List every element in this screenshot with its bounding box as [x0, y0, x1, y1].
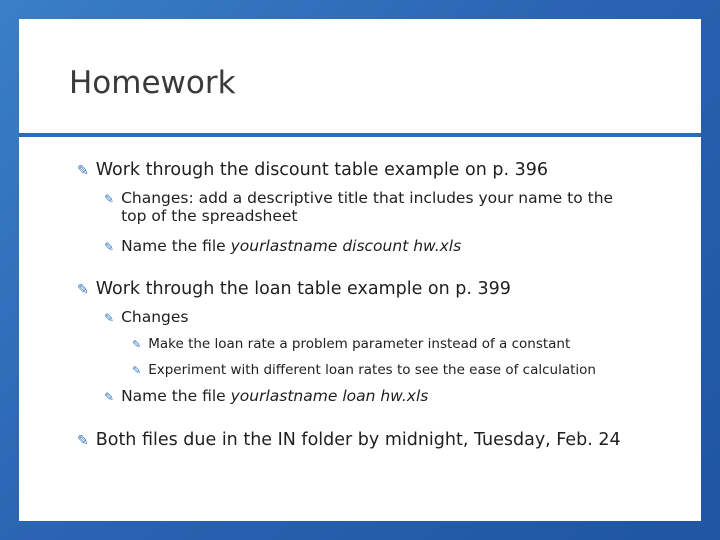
sub-sub-bullet-text: Experiment with different loan rates to see the ease of calculation — [148, 362, 596, 378]
sub-bullet-text-line2: top of the spreadsheet — [121, 207, 298, 225]
pencil-bullet-icon: ✎ — [104, 311, 115, 325]
bullet-text: Work through the loan table example on p. 399 — [95, 279, 511, 299]
sub-sub-bullet-text: Make the loan rate a problem parameter instead of a constant — [148, 336, 571, 352]
slide-title: Homework — [69, 65, 236, 101]
bullet-discount-table — [77, 160, 548, 180]
sub-sub-bullet-experiment — [132, 362, 596, 378]
filename-discount: yourlastname discount hw.xls — [230, 237, 462, 255]
sub-bullet-changes-title — [104, 189, 613, 225]
pencil-bullet-icon: ✎ — [77, 282, 89, 298]
bullet-due-date — [77, 430, 621, 450]
sub-sub-bullet-parameter — [132, 336, 570, 352]
pencil-bullet-icon: ✎ — [77, 433, 89, 449]
pencil-bullet-icon: ✎ — [132, 364, 142, 377]
sub-bullet-text-line1: Changes: add a descriptive title that includes your name to the — [121, 189, 614, 207]
pencil-bullet-icon: ✎ — [104, 390, 115, 404]
pencil-bullet-icon: ✎ — [132, 338, 142, 351]
slide-content — [19, 19, 701, 521]
sub-bullet-name-discount — [104, 237, 461, 255]
bullet-text: Work through the discount table example on p. 396 — [95, 160, 549, 180]
filename-loan: yourlastname loan hw.xls — [230, 387, 429, 405]
sub-bullet-name-loan — [104, 387, 428, 405]
pencil-bullet-icon: ✎ — [104, 192, 115, 206]
sub-bullet-changes — [104, 308, 188, 326]
sub-bullet-prefix: Name the file — [121, 387, 231, 405]
sub-bullet-text: Changes — [121, 308, 189, 326]
slide — [19, 19, 701, 521]
bullet-loan-table — [77, 279, 511, 299]
bullet-text: Both files due in the IN folder by midnight, Tuesday, Feb. 24 — [95, 430, 621, 450]
pencil-bullet-icon: ✎ — [77, 163, 89, 179]
pencil-bullet-icon: ✎ — [104, 240, 115, 254]
sub-bullet-prefix: Name the file — [121, 237, 231, 255]
